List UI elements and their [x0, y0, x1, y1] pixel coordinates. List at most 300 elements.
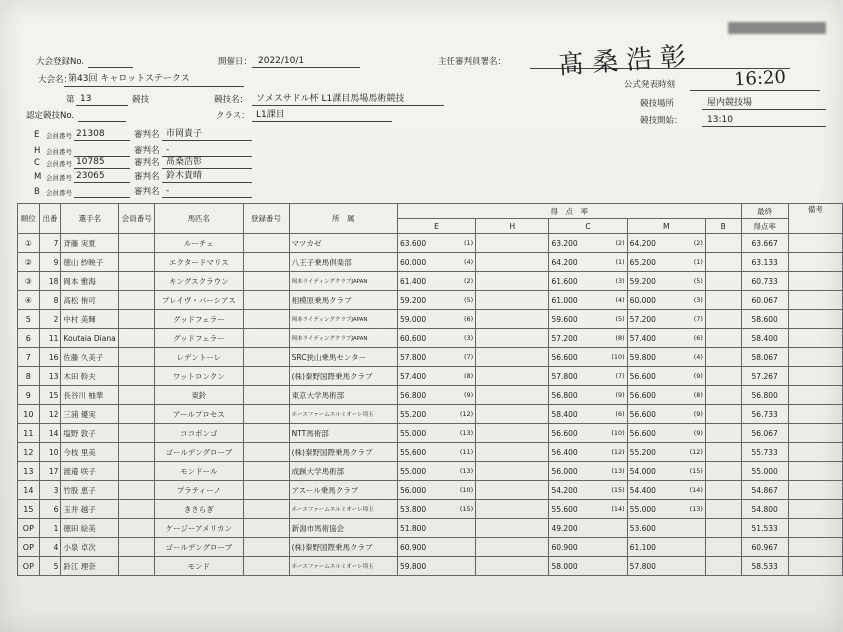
reg-cell: [243, 519, 289, 538]
rank-cell: 12: [18, 443, 40, 462]
c-score-cell: [549, 329, 627, 348]
placing: (1): [693, 257, 703, 266]
judge-no-label: 会員番号: [46, 148, 72, 156]
m-score-cell: [627, 538, 705, 557]
final-cell: 56.733: [741, 405, 788, 424]
score-value: 57.800: [551, 371, 578, 381]
horse-cell: ルーチェ: [155, 234, 243, 253]
table-row: [18, 386, 843, 405]
col-start: 出番: [39, 204, 61, 234]
rank-cell: 11: [18, 424, 40, 443]
affil-cell: 岡本ライディングクラブJAPAN: [289, 272, 397, 291]
start-cell: 4: [39, 538, 61, 557]
judge-name: 市岡貴子: [166, 129, 203, 139]
placing: (5): [693, 276, 703, 285]
score-value: 63.200: [551, 238, 578, 248]
score-value: 61.400: [399, 276, 427, 286]
final-cell: 58.400: [741, 329, 788, 348]
e-score-cell: [397, 348, 475, 367]
e-score-cell: [397, 272, 475, 291]
b-score-cell: [705, 329, 741, 348]
shunin-label: 主任審判員署名：: [438, 57, 507, 67]
m-score-cell: [627, 443, 705, 462]
rank-cell: 15: [18, 500, 40, 519]
koushiki-line: [690, 90, 820, 91]
judge-name: -: [166, 186, 170, 196]
m-score-cell: [627, 291, 705, 310]
reg-cell: [243, 424, 289, 443]
e-score-cell: [397, 462, 475, 481]
header-row: [18, 204, 843, 219]
affil-cell: アスール乗馬クラブ: [289, 481, 397, 500]
rank-cell: 6: [18, 329, 40, 348]
score-value: 56.600: [629, 371, 656, 381]
score-value: 63.600: [399, 238, 427, 248]
score-value: 58.400: [551, 409, 578, 419]
rider-cell: 徳山 紗映子: [61, 253, 119, 272]
remarks-cell: [788, 557, 842, 576]
table-row: [18, 424, 843, 443]
m-score-cell: [627, 329, 705, 348]
start-cell: 7: [39, 234, 61, 253]
horse-cell: モンドール: [155, 462, 243, 481]
placing: (15): [689, 466, 703, 475]
start-cell: 5: [39, 557, 61, 576]
e-score-cell: [397, 234, 475, 253]
score-value: 55.600: [551, 504, 578, 514]
table-row: [18, 329, 843, 348]
m-score-cell: [627, 557, 705, 576]
m-score-cell: [627, 481, 705, 500]
b-score-cell: [705, 386, 741, 405]
rank-cell: ③: [18, 272, 40, 291]
e-score-cell: [397, 291, 475, 310]
remarks-cell: [788, 462, 842, 481]
table-row: [18, 310, 843, 329]
horse-cell: プラティーノ: [155, 481, 243, 500]
judge-no-line: [74, 168, 130, 169]
horse-cell: レデントーレ: [155, 348, 243, 367]
rank-cell: OP: [18, 519, 40, 538]
score-value: 60.900: [399, 542, 427, 552]
dai-num: 13: [80, 94, 92, 104]
judge-name-label: 審判名: [134, 172, 160, 182]
h-score-cell: [476, 443, 549, 462]
judge-name: 髙桑浩彰: [166, 157, 203, 167]
placing: (12): [689, 447, 703, 456]
placing: (5): [463, 295, 474, 304]
c-score-cell: [549, 348, 627, 367]
table-row: [18, 272, 843, 291]
remarks-cell: [788, 481, 842, 500]
rank-cell: ②: [18, 253, 40, 272]
judge-position: H: [34, 146, 41, 156]
h-score-cell: [476, 291, 549, 310]
col-remarks: 備考: [788, 204, 842, 234]
placing: (3): [693, 295, 703, 304]
m-score-cell: [627, 519, 705, 538]
judge-name-label: 審判名: [134, 187, 160, 197]
results-table: [17, 203, 843, 576]
horse-cell: ケージーアメリカン: [155, 519, 243, 538]
reg-cell: [243, 481, 289, 500]
placing: (4): [693, 352, 703, 361]
c-score-cell: [549, 443, 627, 462]
judge-name-line: [162, 182, 252, 183]
score-value: 56.000: [551, 466, 578, 476]
placing: (15): [611, 485, 625, 494]
m-score-cell: [627, 253, 705, 272]
final-cell: 55.000: [741, 462, 788, 481]
score-value: 57.800: [399, 352, 427, 362]
e-score-cell: [397, 367, 475, 386]
placing: (14): [611, 504, 625, 513]
h-score-cell: [476, 538, 549, 557]
kyogi-label: 競技: [132, 95, 150, 105]
b-score-cell: [705, 481, 741, 500]
b-score-cell: [705, 234, 741, 253]
class-label: クラス：: [216, 111, 250, 121]
col-c: C: [549, 219, 627, 234]
placing: (7): [693, 314, 703, 323]
member-cell: [119, 386, 155, 405]
signature: 髙桑浩彰: [557, 41, 696, 81]
horse-cell: エクタードマリス: [155, 253, 243, 272]
rank-cell: 5: [18, 310, 40, 329]
col-horse: 馬匹名: [155, 204, 243, 234]
score-value: 56.800: [551, 390, 578, 400]
b-score-cell: [705, 253, 741, 272]
basho-line: [702, 109, 826, 110]
affil-cell: (株)秦野国際乗馬クラブ: [289, 443, 397, 462]
col-final: 最終: [741, 204, 788, 219]
score-value: 60.000: [629, 295, 656, 305]
e-score-cell: [397, 557, 475, 576]
table-row: [18, 538, 843, 557]
h-score-cell: [476, 386, 549, 405]
rider-cell: 竹股 恵子: [61, 481, 119, 500]
c-score-cell: [549, 234, 627, 253]
score-value: 57.400: [399, 371, 427, 381]
kaishi: 13:10: [707, 115, 733, 125]
c-score-cell: [549, 253, 627, 272]
h-score-cell: [476, 310, 549, 329]
col-final-2: 得点率: [741, 219, 788, 234]
member-cell: [119, 291, 155, 310]
taikaimei-line: [64, 86, 244, 87]
remarks-cell: [788, 253, 842, 272]
score-value: 53.800: [399, 504, 427, 514]
judge-name-line: [162, 140, 252, 141]
reg-cell: [243, 310, 289, 329]
start-cell: 18: [39, 272, 61, 291]
taikai-label: 大会登録No.: [36, 57, 85, 67]
kaisai-line: [252, 67, 360, 68]
rider-cell: Koutaia Diana: [61, 329, 119, 348]
score-value: 56.600: [551, 428, 578, 438]
score-value: 64.200: [551, 257, 578, 267]
rank-cell: 8: [18, 367, 40, 386]
basho-label: 競技場所: [640, 99, 675, 109]
affil-cell: SRC狭山乗馬センター: [289, 348, 397, 367]
table-row: [18, 291, 843, 310]
score-value: 56.600: [629, 409, 656, 419]
redacted-area: [728, 22, 826, 34]
member-cell: [119, 253, 155, 272]
horse-cell: グッドフェラー: [155, 329, 243, 348]
h-score-cell: [476, 234, 549, 253]
m-score-cell: [627, 272, 705, 291]
score-value: 55.200: [629, 447, 656, 457]
rider-cell: 中村 美輝: [61, 310, 119, 329]
b-score-cell: [705, 557, 741, 576]
rank-cell: OP: [18, 538, 40, 557]
score-value: 55.600: [399, 447, 427, 457]
rank-cell: 10: [18, 405, 40, 424]
rank-cell: OP: [18, 557, 40, 576]
table-row: [18, 443, 843, 462]
judge-no-label: 会員番号: [46, 132, 72, 140]
affil-cell: 八王子乗馬倶楽部: [289, 253, 397, 272]
remarks-cell: [788, 234, 842, 253]
rider-cell: 渡邉 咲子: [61, 462, 119, 481]
h-score-cell: [476, 424, 549, 443]
affil-cell: NTT馬術部: [289, 424, 397, 443]
score-value: 56.600: [629, 428, 656, 438]
final-cell: 54.867: [741, 481, 788, 500]
horse-cell: アールプロセス: [155, 405, 243, 424]
placing: (8): [615, 333, 625, 342]
placing: (13): [689, 504, 703, 513]
rider-cell: 鈴江 理奈: [61, 557, 119, 576]
b-score-cell: [705, 462, 741, 481]
table-row: [18, 367, 843, 386]
score-value: 60.600: [399, 333, 427, 343]
rider-cell: 三浦 優実: [61, 405, 119, 424]
start-cell: 12: [39, 405, 61, 424]
taikaimei-label: 大会名：: [38, 75, 73, 85]
member-cell: [119, 405, 155, 424]
final-cell: 56.800: [741, 386, 788, 405]
judge-position: M: [34, 172, 42, 182]
col-reg: 登録番号: [243, 204, 289, 234]
kaisai-date: 2022/10/1: [258, 56, 305, 66]
judge-no: 23065: [76, 171, 105, 181]
score-value: 58.000: [551, 561, 578, 571]
final-cell: 58.600: [741, 310, 788, 329]
e-score-cell: [397, 443, 475, 462]
remarks-cell: [788, 291, 842, 310]
rider-cell: 徳田 絵美: [61, 519, 119, 538]
placing: (2): [693, 238, 703, 247]
b-score-cell: [705, 348, 741, 367]
score-value: 59.000: [399, 314, 427, 324]
remarks-cell: [788, 348, 842, 367]
rank-cell: ①: [18, 234, 40, 253]
remarks-cell: [788, 500, 842, 519]
final-cell: 60.733: [741, 272, 788, 291]
placing: (1): [463, 238, 474, 247]
rider-cell: 高松 侑可: [61, 291, 119, 310]
placing: (5): [615, 314, 625, 323]
kaishi-line: [702, 126, 826, 127]
start-cell: 6: [39, 500, 61, 519]
b-score-cell: [705, 367, 741, 386]
score-value: 59.600: [551, 314, 578, 324]
score-value: 55.000: [629, 504, 656, 514]
member-cell: [119, 538, 155, 557]
final-cell: 55.733: [741, 443, 788, 462]
horse-cell: グッドフェラー: [155, 310, 243, 329]
horse-cell: ココボンゴ: [155, 424, 243, 443]
placing: (10): [611, 352, 625, 361]
score-value: 57.400: [629, 333, 656, 343]
rider-cell: 岡本 雅海: [61, 272, 119, 291]
judge-no-line: [74, 140, 130, 141]
remarks-cell: [788, 367, 842, 386]
class-line: [252, 121, 392, 122]
member-cell: [119, 234, 155, 253]
reg-cell: [243, 348, 289, 367]
table-row: [18, 557, 843, 576]
judge-name-line: [162, 168, 252, 169]
placing: (12): [611, 447, 625, 456]
placing: (9): [693, 371, 703, 380]
start-cell: 11: [39, 329, 61, 348]
b-score-cell: [705, 538, 741, 557]
m-score-cell: [627, 424, 705, 443]
reg-cell: [243, 253, 289, 272]
col-affil: 所 属: [289, 204, 397, 234]
affil-cell: 岡本ライディングクラブJAPAN: [289, 329, 397, 348]
member-cell: [119, 519, 155, 538]
b-score-cell: [705, 519, 741, 538]
table-row: [18, 519, 843, 538]
judge-name-line: [162, 197, 252, 198]
score-value: 53.600: [629, 523, 656, 533]
judge-no-label: 会員番号: [46, 189, 72, 197]
judge-name-label: 審判名: [134, 130, 160, 140]
reg-cell: [243, 500, 289, 519]
rank-cell: 9: [18, 386, 40, 405]
placing: (13): [459, 428, 474, 437]
judge-no-label: 会員番号: [46, 174, 72, 182]
m-score-cell: [627, 234, 705, 253]
dai-label: 第: [66, 95, 75, 105]
score-value: 56.400: [551, 447, 578, 457]
placing: (4): [463, 257, 474, 266]
placing: (13): [611, 466, 625, 475]
member-cell: [119, 329, 155, 348]
h-score-cell: [476, 367, 549, 386]
judge-position: E: [34, 130, 40, 140]
h-score-cell: [476, 500, 549, 519]
col-h: H: [476, 219, 549, 234]
e-score-cell: [397, 481, 475, 500]
table-row: [18, 481, 843, 500]
m-score-cell: [627, 500, 705, 519]
table-row: [18, 500, 843, 519]
placing: (9): [615, 390, 625, 399]
c-score-cell: [549, 500, 627, 519]
remarks-cell: [788, 538, 842, 557]
col-b: B: [705, 219, 741, 234]
e-score-cell: [397, 424, 475, 443]
e-score-cell: [397, 538, 475, 557]
horse-cell: きさらぎ: [155, 500, 243, 519]
rider-cell: 小泉 卓次: [61, 538, 119, 557]
h-score-cell: [476, 519, 549, 538]
placing: (3): [615, 276, 625, 285]
horse-cell: ワットロンクン: [155, 367, 243, 386]
kyogimei-line: [252, 105, 444, 106]
nintei-line: [78, 121, 126, 122]
score-value: 57.200: [629, 314, 656, 324]
col-e: E: [397, 219, 475, 234]
placing: (7): [615, 371, 625, 380]
basho: 屋内競技場: [707, 98, 753, 108]
member-cell: [119, 500, 155, 519]
score-value: 59.800: [629, 352, 656, 362]
e-score-cell: [397, 310, 475, 329]
rank-cell: 13: [18, 462, 40, 481]
rider-cell: 塩野 敦子: [61, 424, 119, 443]
results-body: [18, 234, 843, 576]
member-cell: [119, 443, 155, 462]
c-score-cell: [549, 291, 627, 310]
c-score-cell: [549, 538, 627, 557]
score-value: 54.000: [629, 466, 656, 476]
member-cell: [119, 462, 155, 481]
score-value: 54.400: [629, 485, 656, 495]
h-score-cell: [476, 348, 549, 367]
affil-cell: 新潟市馬術協会: [289, 519, 397, 538]
placing: (6): [615, 409, 625, 418]
remarks-cell: [788, 329, 842, 348]
c-score-cell: [549, 272, 627, 291]
reg-cell: [243, 329, 289, 348]
final-cell: 63.133: [741, 253, 788, 272]
score-value: 55.000: [399, 428, 427, 438]
final-cell: 58.533: [741, 557, 788, 576]
m-score-cell: [627, 462, 705, 481]
judge-name-label: 審判名: [134, 158, 160, 168]
judge-position: C: [34, 158, 40, 168]
placing: (15): [459, 504, 474, 513]
start-cell: 17: [39, 462, 61, 481]
affil-cell: 岡本ライディングクラブJAPAN: [289, 310, 397, 329]
start-cell: 9: [39, 253, 61, 272]
placing: (4): [615, 295, 625, 304]
placing: (10): [611, 428, 625, 437]
judge-name: -: [166, 145, 170, 155]
remarks-cell: [788, 272, 842, 291]
reg-cell: [243, 557, 289, 576]
e-score-cell: [397, 329, 475, 348]
final-cell: 56.067: [741, 424, 788, 443]
start-cell: 10: [39, 443, 61, 462]
member-cell: [119, 348, 155, 367]
koushiki-time: 16:20: [733, 66, 787, 91]
start-cell: 16: [39, 348, 61, 367]
remarks-cell: [788, 424, 842, 443]
score-value: 56.000: [399, 485, 427, 495]
score-value: 57.200: [551, 333, 578, 343]
e-score-cell: [397, 500, 475, 519]
score-value: 49.200: [551, 523, 578, 533]
placing: (11): [459, 447, 474, 456]
start-cell: 8: [39, 291, 61, 310]
